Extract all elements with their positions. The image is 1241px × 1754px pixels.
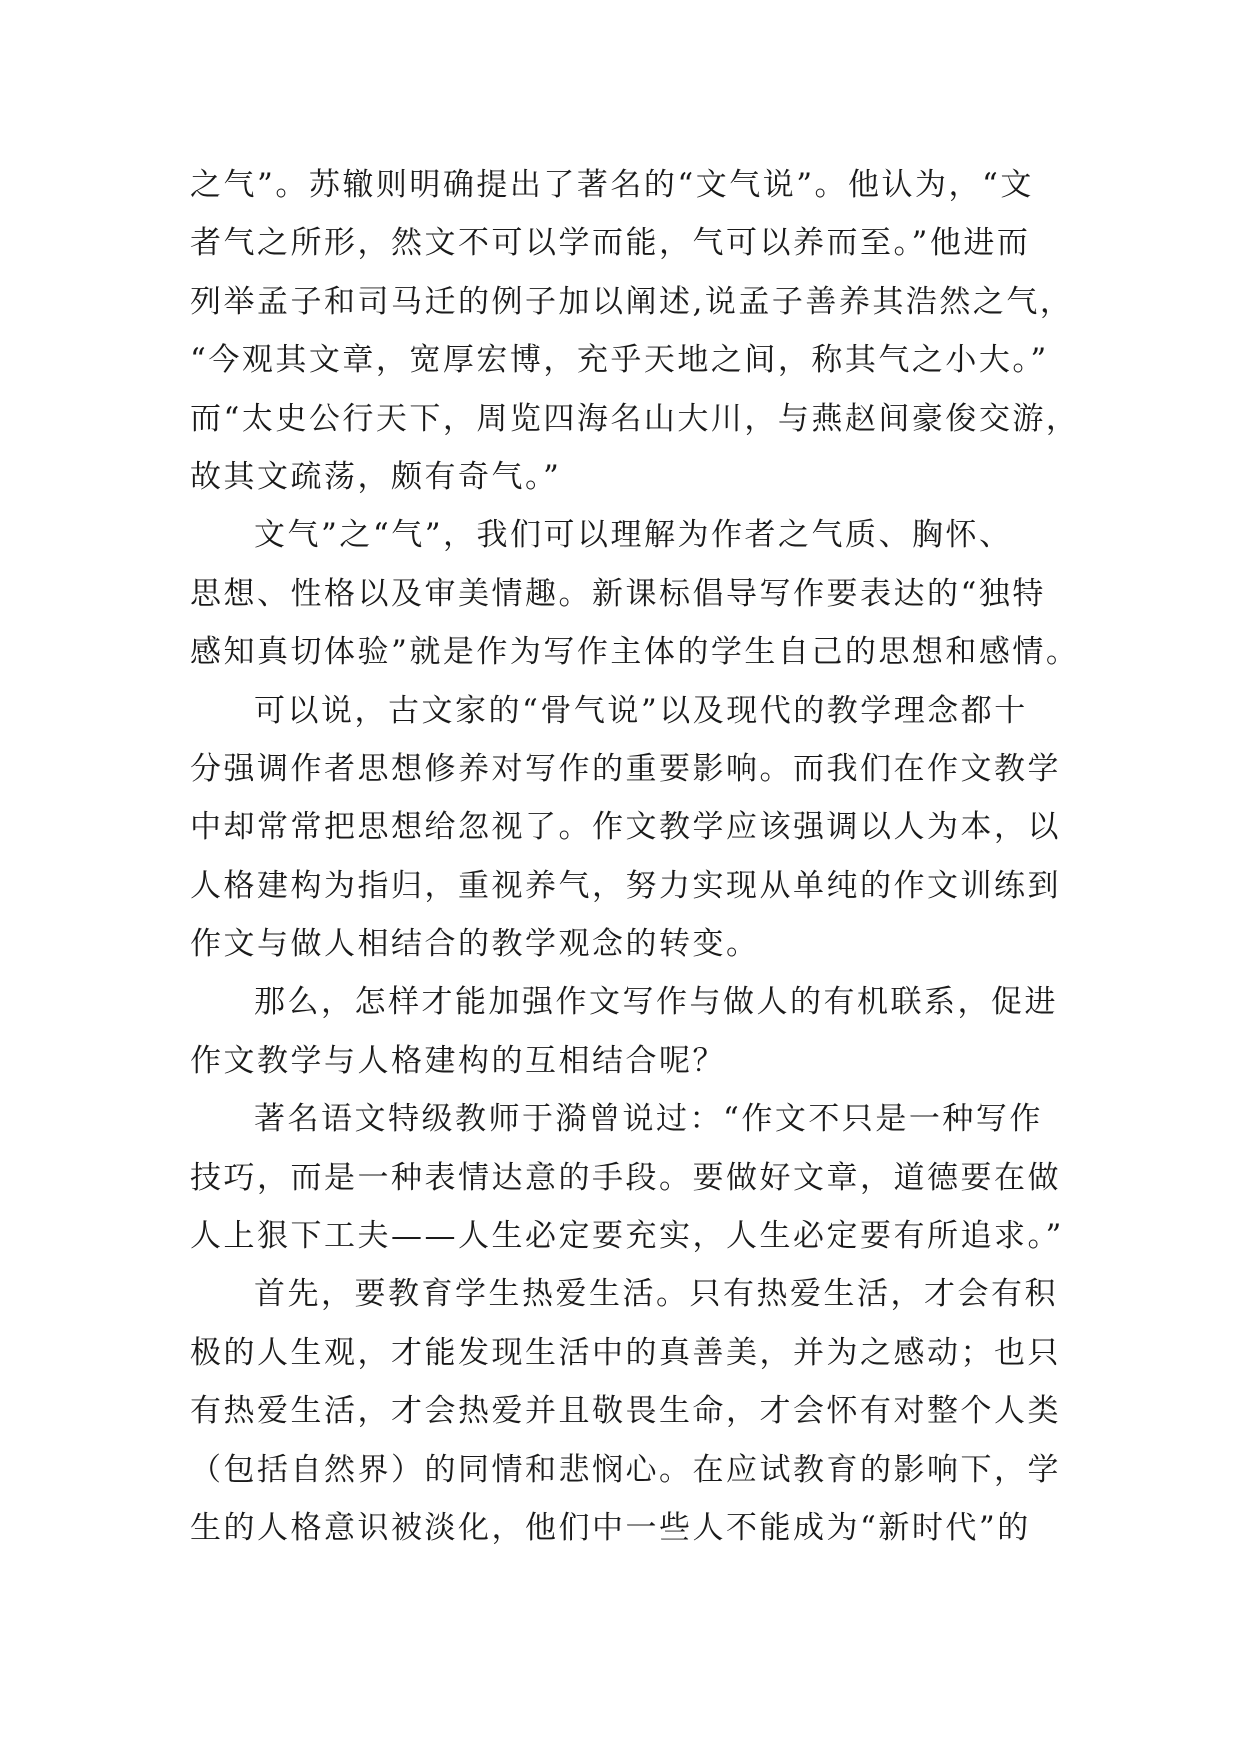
text-line: 人上狠下工夫——人生必定要充实，人生必定要有所追求。” — [190, 1218, 1064, 1255]
text-line: 作文教学与人格建构的互相结合呢？ — [190, 1042, 726, 1079]
text-line: 之气”。苏辙则明确提出了著名的“文气说”。他认为，“文 — [190, 167, 1034, 203]
body-text — [190, 156, 1080, 1557]
text-line: 极的人生观，才能发现生活中的真善美，并为之感动；也只 — [190, 1334, 1061, 1371]
text-line: 作文与做人相结合的教学观念的转变。 — [190, 926, 760, 963]
text-line: 思想、性格以及审美情趣。新课标倡导写作要表达的“独特 — [190, 575, 1046, 612]
text-line: 者气之所形，然文不可以学而能，气可以养而至。”他进而 — [190, 225, 1031, 262]
text-line: 有热爱生活，才会热爱并且敬畏生命，才会怀有对整个人类 — [190, 1393, 1061, 1430]
text-line: （包括自然界）的同情和悲悯心。在应试教育的影响下，学 — [190, 1451, 1061, 1488]
text-line: “今观其文章，宽厚宏博，充乎天地之间，称其气之小大。” — [190, 342, 1049, 379]
text-line: 分强调作者思想修养对写作的重要影响。而我们在作文教学 — [190, 750, 1061, 787]
text-line: 著名语文特级教师于漪曾说过：“作文不只是一种写作 — [254, 1101, 1043, 1138]
text-line: 那么，怎样才能加强作文写作与做人的有机联系，促进 — [254, 984, 1058, 1021]
text-line: 而“太史公行天下，周览四海名山大川，与燕赵间豪俊交游， — [190, 400, 1080, 437]
text-line: 中却常常把思想给忽视了。作文教学应该强调以人为本，以 — [190, 809, 1061, 846]
text-line: 技巧，而是一种表情达意的手段。要做好文章，道德要在做 — [190, 1159, 1061, 1196]
text-line: 可以说，古文家的“骨气说”以及现代的教学理念都十 — [254, 692, 1028, 729]
text-line: 列举孟子和司马迁的例子加以阐述,说孟子善养其浩然之气， — [190, 283, 1074, 320]
text-line: 感知真切体验”就是作为写作主体的学生自己的思想和感情。 — [190, 634, 1080, 671]
text-line: 首先，要教育学生热爱生活。只有热爱生活，才会有积 — [254, 1276, 1058, 1313]
text-line: 生的人格意识被淡化，他们中一些人不能成为“新时代”的 — [190, 1509, 1031, 1546]
text-line: 文气”之“气”，我们可以理解为作者之气质、胸怀、 — [254, 517, 1013, 554]
text-line: 人格建构为指归，重视养气，努力实现从单纯的作文训练到 — [190, 867, 1061, 904]
text-line: 故其文疏荡，颇有奇气。” — [190, 458, 562, 495]
